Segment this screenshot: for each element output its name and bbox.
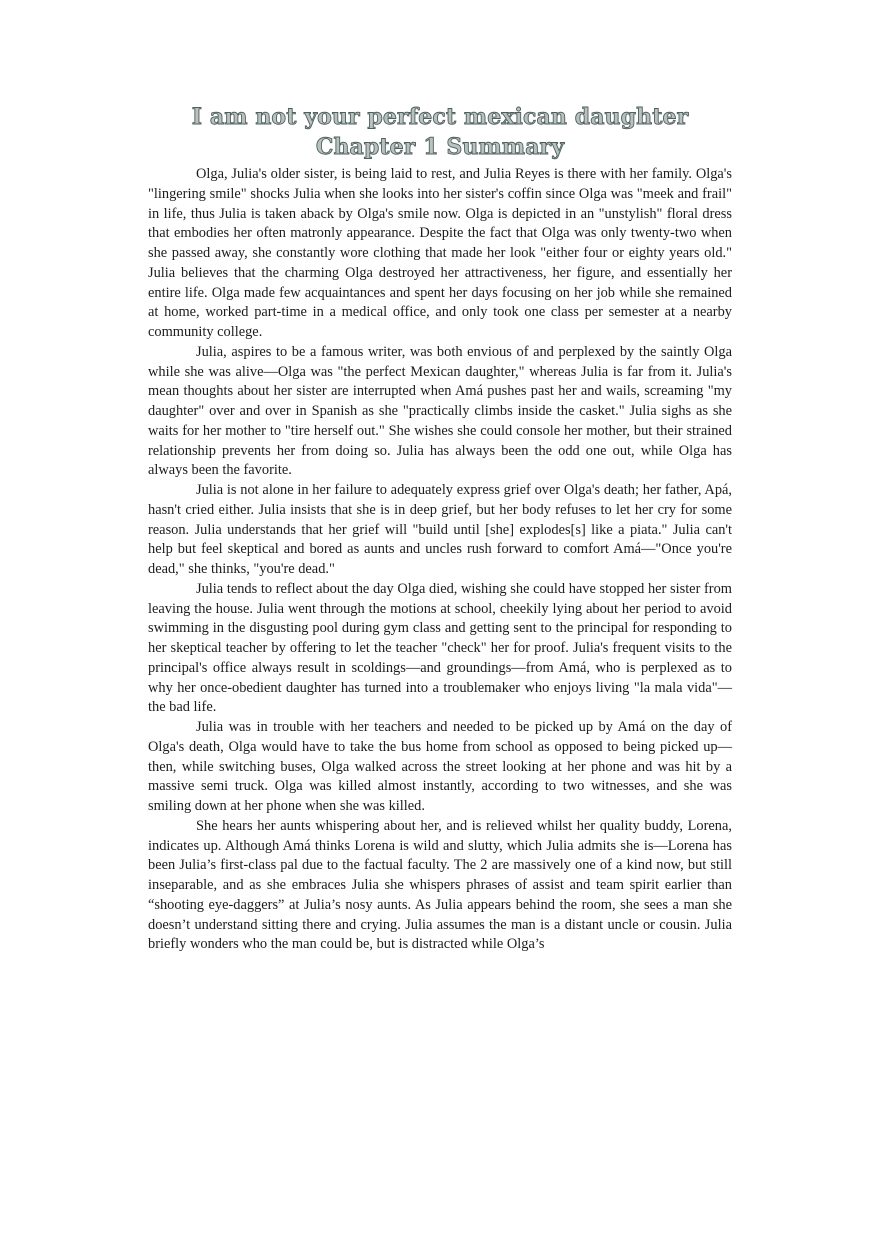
summary-body — [148, 165, 732, 955]
chapter-heading: Chapter 1 Summary — [315, 134, 565, 160]
document-title: I am not your perfect mexican daughter — [191, 104, 689, 130]
paragraph: Julia is not alone in her failure to adequately express grief over Olga's death; her father, Apá, hasn't cried either. Julia insists that she is in deep grief, but her body refuses to let her cry for some reason. Julia understands that her grief will "build until [she] explodes[s] like a piata." Julia can't help but feel skeptical and bored as aunts and uncles rush forward to comfort Amá—"Once you're dead," she thinks, "you're dead." — [148, 482, 732, 577]
paragraph: She hears her aunts whispering about her, and is relieved whilst her quality buddy, Lorena, indicates up. Although Amá thinks Lorena is wild and slutty, which Julia admits she is—Lorena has been Julia’s first-class pal due to the factual faculty. The 2 are massively one of a kind now, but still inseparable, and as she embraces Julia she whispers phrases of assist and team spirit earlier than “shooting eye-daggers” at Julia’s nosy aunts. As Julia appears behind the room, she sees a man she doesn’t understand sitting there and crying. Julia assumes the man is a distant uncle or cousin. Julia briefly wonders who the man could be, but is distracted while Olga’s — [148, 817, 732, 953]
paragraph: Olga, Julia's older sister, is being laid to rest, and Julia Reyes is there with her family. Olga's "lingering smile" shocks Julia when she looks into her sister's coffin since Olga was "meek and frail" in life, thus Julia is taken aback by Olga's smile now. Olga is depicted in an "unstylish" floral dress that embodies her often matronly appearance. Despite the fact that Olga was only twenty-two when she passed away, she constantly wore clothing that made her look "either four or eighty years old." Julia believes that the charming Olga destroyed her attractiveness, her figure, and essentially her entire life. Olga made few acquaintances and spent her days focusing on her job while she remained at home, worked part-time in a medical office, and only took one class per semester at a nearby community college. — [148, 166, 732, 340]
paragraph: Julia was in trouble with her teachers and needed to be picked up by Amá on the day of Olga's death, Olga would have to take the bus home from school as opposed to being picked up—then, while switching buses, Olga walked across the street looking at her phone and was hit by a massive semi truck. Olga was killed almost instantly, according to two witnesses, and she was smiling down at her phone when she was killed. — [148, 719, 732, 814]
paragraph: Julia, aspires to be a famous writer, was both envious of and perplexed by the saintly Olga while she was alive—Olga was "the perfect Mexican daughter," whereas Julia is far from it. Julia's mean thoughts about her sister are interrupted when Amá pushes past her and wails, screaming "my daughter" over and over in Spanish as she "practically climbs inside the casket." Julia sighs as she waits for her mother to "tire herself out." She wishes she could console her mother, but their strained relationship prevents her from doing so. Julia has always been the odd one out, while Olga has always been the favorite. — [148, 343, 732, 479]
title-block — [150, 102, 730, 162]
paragraph: Julia tends to reflect about the day Olga died, wishing she could have stopped her sister from leaving the house. Julia went through the motions at school, cheekily lying about her period to avoid swimming in the disgusting pool during gym class and getting sent to the principal for responding to her skeptical teacher by offering to let the teacher "check" her for proof. Julia's frequent visits to the principal's office always result in scoldings—and groundings—from Amá, who is perplexed as to why her once-obedient daughter has turned into a troublemaker who enjoys living "la mala vida"—the bad life. — [148, 580, 732, 716]
